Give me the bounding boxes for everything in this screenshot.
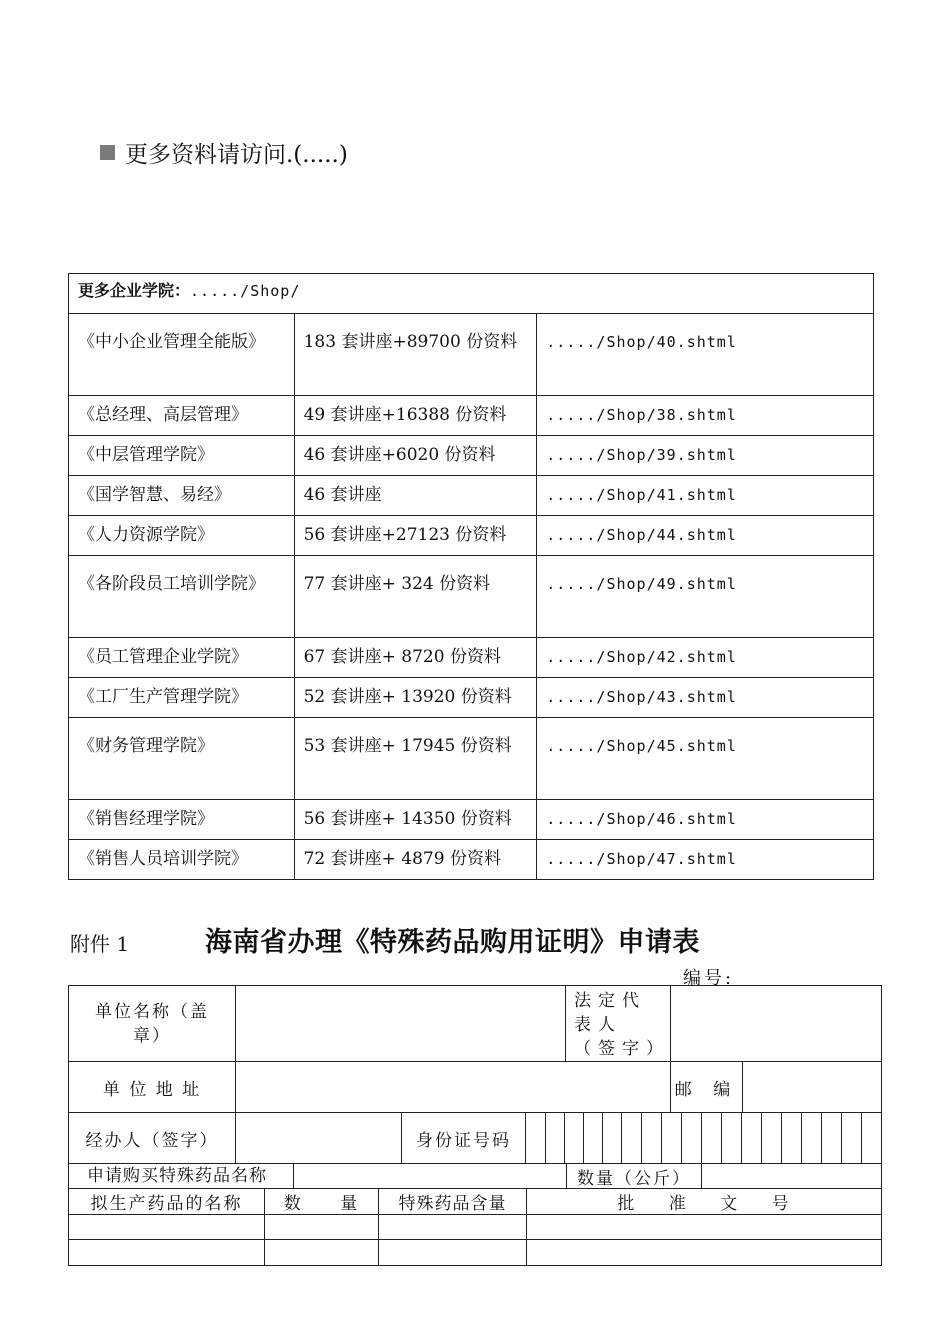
approval-number-field[interactable] bbox=[527, 1240, 881, 1266]
table-row bbox=[69, 396, 874, 436]
course-link[interactable]: ...../Shop/43.shtml bbox=[537, 678, 874, 718]
form-row-unit bbox=[69, 986, 881, 1062]
form-row-drug bbox=[69, 1164, 881, 1189]
course-link[interactable]: ...../Shop/46.shtml bbox=[537, 800, 874, 840]
table-header-row bbox=[69, 274, 874, 314]
course-content: 53 套讲座+ 17945 份资料 bbox=[294, 718, 537, 800]
unit-name-field[interactable] bbox=[236, 986, 566, 1061]
table-row bbox=[69, 314, 874, 396]
table-row bbox=[69, 516, 874, 556]
notice bbox=[100, 136, 348, 169]
product-name-field[interactable] bbox=[69, 1215, 265, 1239]
form-row-address bbox=[69, 1062, 881, 1113]
course-link[interactable]: ...../Shop/41.shtml bbox=[537, 476, 874, 516]
table-row bbox=[69, 800, 874, 840]
course-link[interactable]: ...../Shop/40.shtml bbox=[537, 314, 874, 396]
quantity-field[interactable] bbox=[265, 1240, 379, 1266]
postcode-label: 邮 编 bbox=[671, 1062, 743, 1112]
table-row bbox=[69, 436, 874, 476]
square-bullet-icon bbox=[100, 145, 115, 160]
course-link[interactable]: ...../Shop/39.shtml bbox=[537, 436, 874, 476]
course-link[interactable]: ...../Shop/44.shtml bbox=[537, 516, 874, 556]
quantity-kg-label: 数量（公斤） bbox=[567, 1164, 702, 1188]
postcode-field[interactable] bbox=[743, 1062, 881, 1112]
course-link[interactable]: ...../Shop/42.shtml bbox=[537, 638, 874, 678]
quantity-header: 数 量 bbox=[265, 1189, 379, 1214]
course-content: 183 套讲座+89700 份资料 bbox=[294, 314, 537, 396]
course-name: 《国学智慧、易经》 bbox=[69, 476, 295, 516]
unit-address-label: 单 位 地 址 bbox=[69, 1062, 236, 1112]
table-row bbox=[69, 638, 874, 678]
form-row-blank-2 bbox=[69, 1240, 881, 1266]
course-name: 《员工管理企业学院》 bbox=[69, 638, 295, 678]
application-form bbox=[68, 985, 882, 1266]
notice-text: 更多资料请访问.(.....) bbox=[125, 142, 348, 168]
form-number-label: 编号: bbox=[683, 968, 735, 989]
course-name: 《中小企业管理全能版》 bbox=[69, 314, 295, 396]
course-name: 《财务管理学院》 bbox=[69, 718, 295, 800]
course-content: 46 套讲座 bbox=[294, 476, 537, 516]
course-link[interactable]: ...../Shop/45.shtml bbox=[537, 718, 874, 800]
form-title: 海南省办理《特殊药品购用证明》申请表 bbox=[205, 927, 700, 958]
approval-number-field[interactable] bbox=[527, 1215, 881, 1239]
form-row-product-header bbox=[69, 1189, 881, 1215]
table-header bbox=[69, 274, 874, 314]
attachment-label: 附件 1 bbox=[70, 932, 130, 956]
table-row bbox=[69, 718, 874, 800]
course-link[interactable]: ...../Shop/38.shtml bbox=[537, 396, 874, 436]
product-name-header: 拟生产药品的名称 bbox=[69, 1189, 265, 1214]
drug-name-field[interactable] bbox=[294, 1164, 567, 1188]
approval-number-header: 批 准 文 号 bbox=[617, 1194, 791, 1214]
form-row-handler bbox=[69, 1113, 881, 1164]
course-name: 《总经理、高层管理》 bbox=[69, 396, 295, 436]
course-content: 49 套讲座+16388 份资料 bbox=[294, 396, 537, 436]
shop-table bbox=[68, 273, 874, 880]
course-name: 《销售人员培训学院》 bbox=[69, 840, 295, 880]
header-link[interactable]: ...../Shop/ bbox=[190, 282, 301, 300]
course-content: 46 套讲座+6020 份资料 bbox=[294, 436, 537, 476]
handler-label: 经办人（签字） bbox=[69, 1113, 236, 1163]
content-header: 特殊药品含量 bbox=[379, 1189, 527, 1214]
course-name: 《人力资源学院》 bbox=[69, 516, 295, 556]
drug-name-label: 申请购买特殊药品名称 bbox=[69, 1164, 294, 1188]
quantity-kg-field[interactable] bbox=[702, 1164, 881, 1188]
product-name-field[interactable] bbox=[69, 1240, 265, 1266]
legal-rep-field[interactable] bbox=[671, 986, 881, 1061]
table-row bbox=[69, 556, 874, 638]
content-field[interactable] bbox=[379, 1215, 527, 1239]
table-row bbox=[69, 476, 874, 516]
form-row-blank-1 bbox=[69, 1215, 881, 1240]
course-content: 72 套讲座+ 4879 份资料 bbox=[294, 840, 537, 880]
id-number-label: 身份证号码 bbox=[402, 1113, 526, 1163]
course-name: 《各阶段员工培训学院》 bbox=[69, 556, 295, 638]
id-number-boxes[interactable] bbox=[526, 1113, 881, 1163]
course-name: 《销售经理学院》 bbox=[69, 800, 295, 840]
legal-rep-label: 法定代表人（签字） bbox=[566, 986, 671, 1061]
quantity-field[interactable] bbox=[265, 1215, 379, 1239]
course-content: 52 套讲座+ 13920 份资料 bbox=[294, 678, 537, 718]
course-content: 67 套讲座+ 8720 份资料 bbox=[294, 638, 537, 678]
unit-address-field[interactable] bbox=[236, 1062, 671, 1112]
course-content: 56 套讲座+27123 份资料 bbox=[294, 516, 537, 556]
table-row bbox=[69, 840, 874, 880]
course-name: 《中层管理学院》 bbox=[69, 436, 295, 476]
course-content: 56 套讲座+ 14350 份资料 bbox=[294, 800, 537, 840]
header-label: 更多企业学院： bbox=[78, 281, 191, 300]
table-row bbox=[69, 678, 874, 718]
content-field[interactable] bbox=[379, 1240, 527, 1266]
handler-field[interactable] bbox=[236, 1113, 402, 1163]
course-link[interactable]: ...../Shop/47.shtml bbox=[537, 840, 874, 880]
unit-name-label: 单位名称（盖章） bbox=[69, 986, 236, 1061]
course-content: 77 套讲座+ 324 份资料 bbox=[294, 556, 537, 638]
course-name: 《工厂生产管理学院》 bbox=[69, 678, 295, 718]
course-link[interactable]: ...../Shop/49.shtml bbox=[537, 556, 874, 638]
